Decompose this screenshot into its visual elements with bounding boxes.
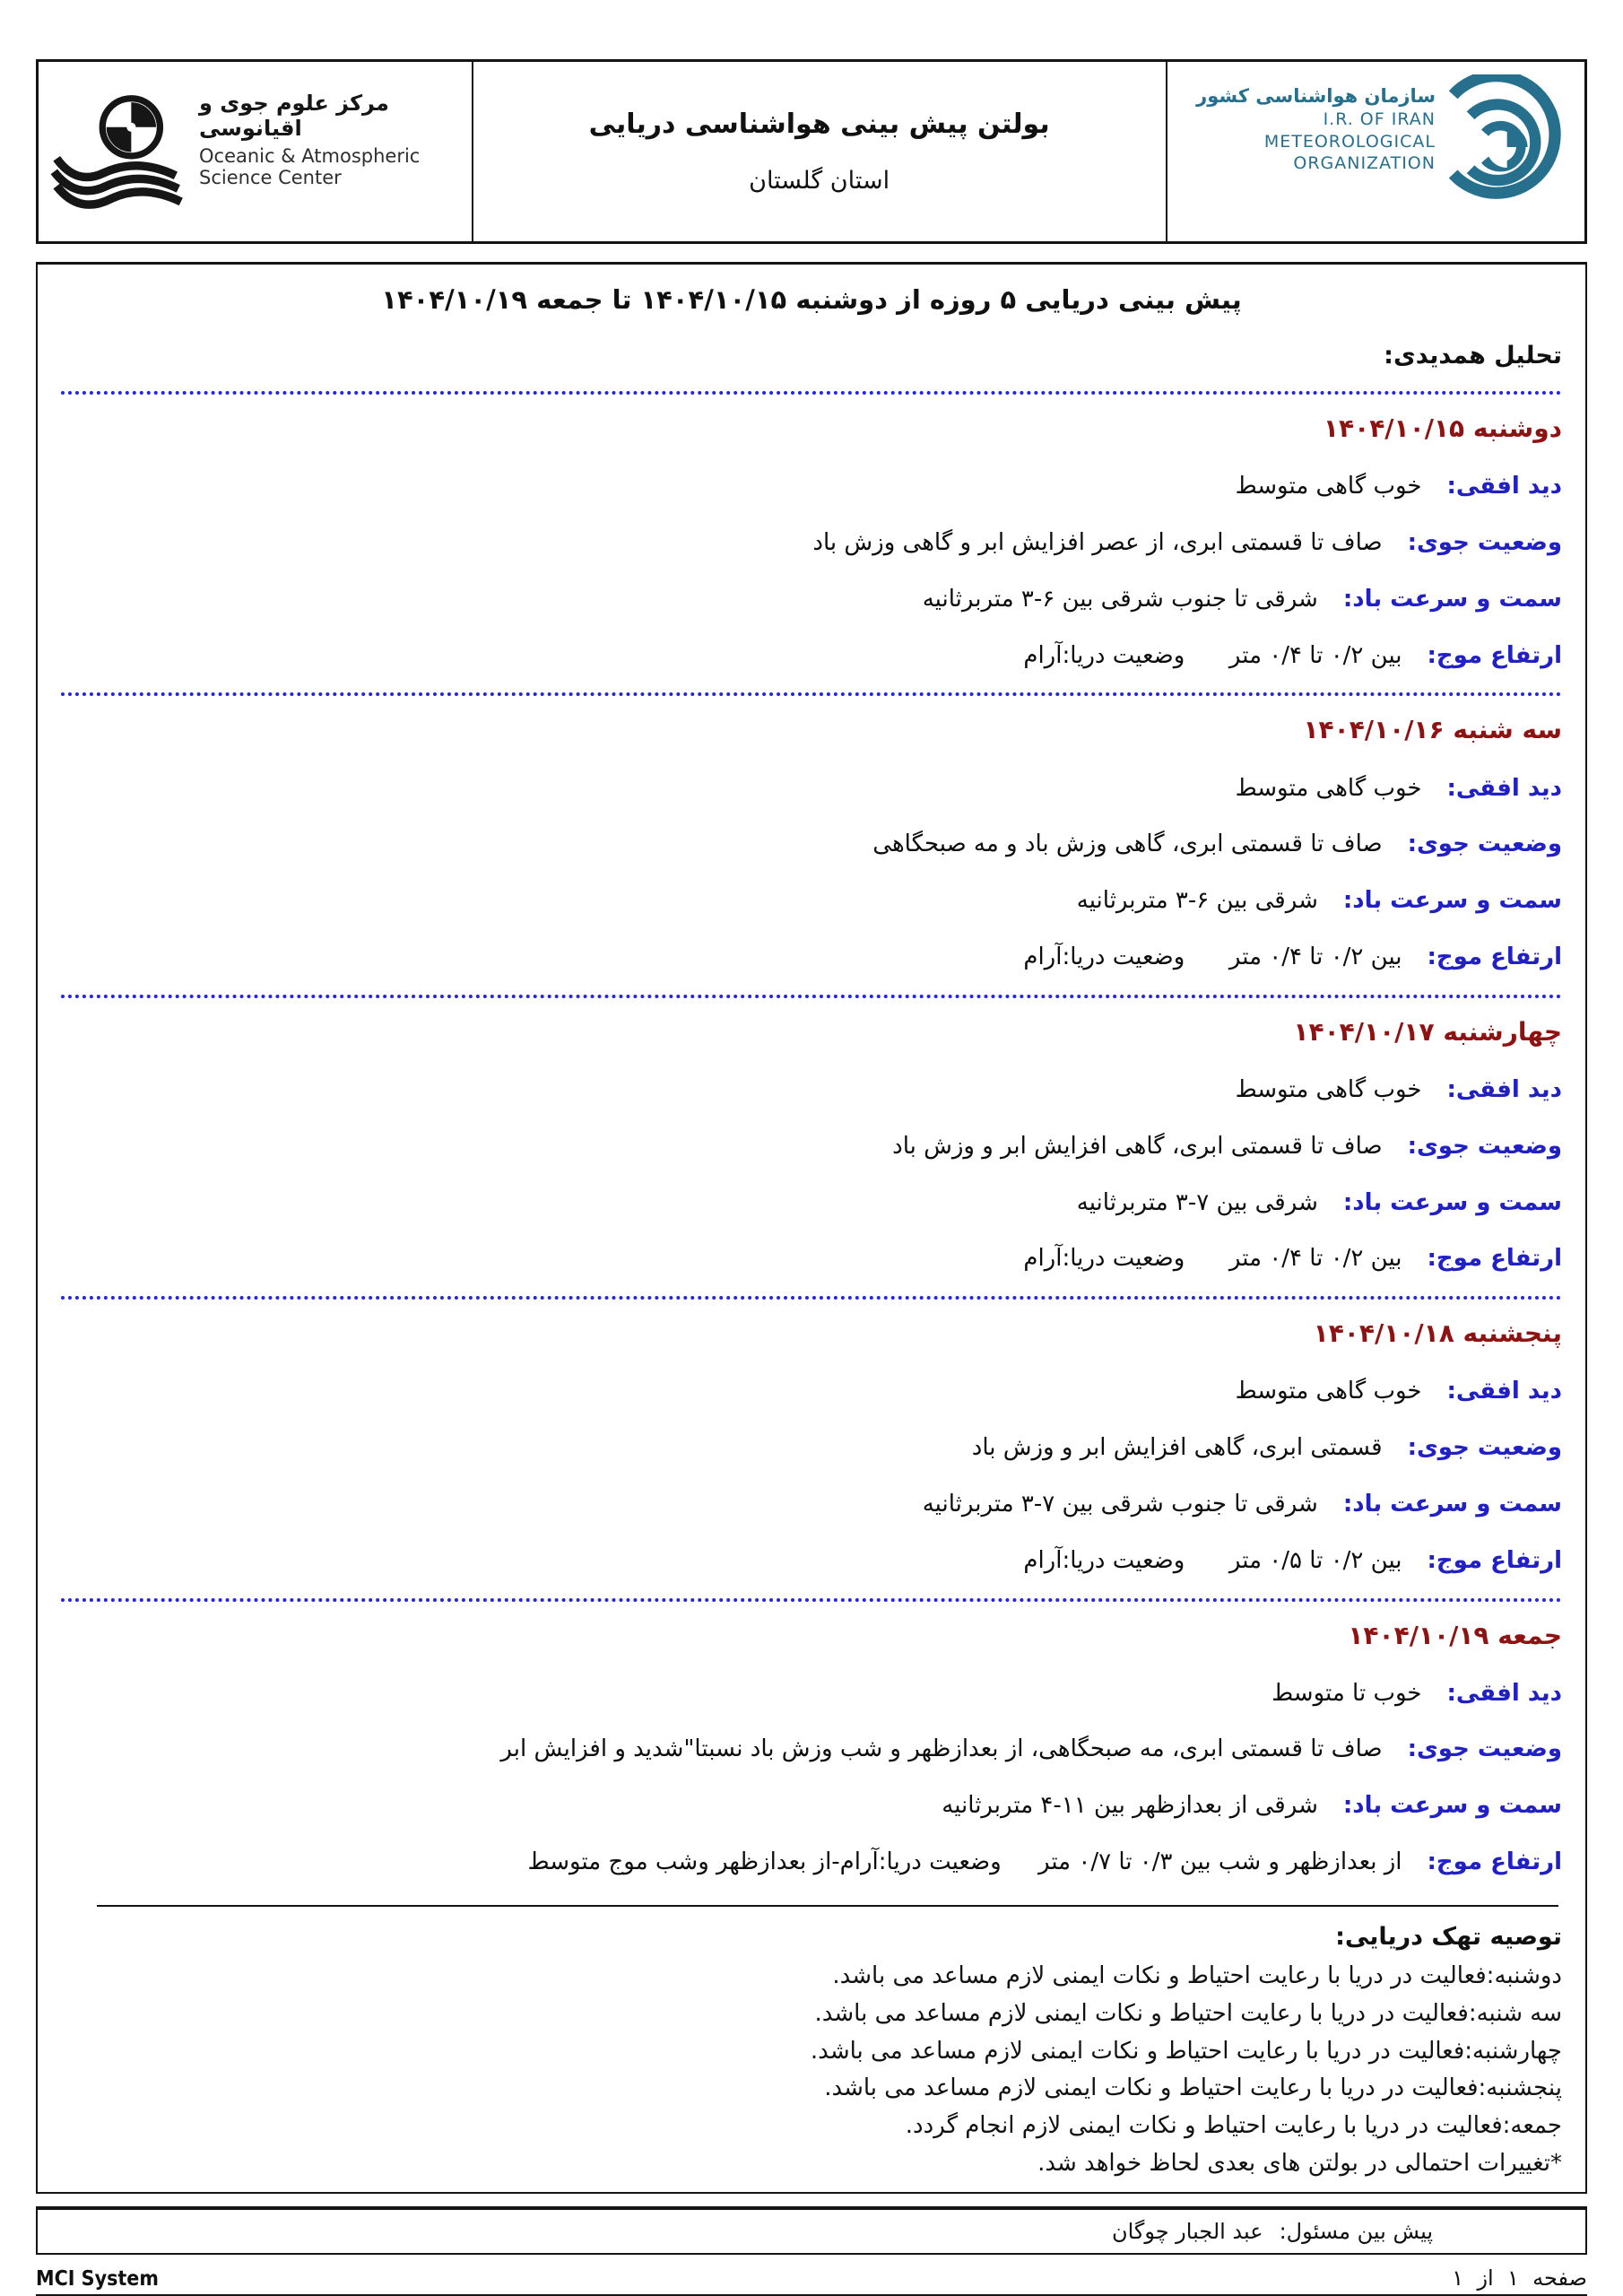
forecast-row-label: ارتفاع موج: [1427, 1848, 1562, 1876]
forecast-row-label: دید افقی: [1446, 1679, 1562, 1707]
forecast-row-label: وضعیت جوی: [1407, 1132, 1562, 1160]
forecast-row-value: شرقی بین ⁦۳-۷⁩ متربرثانیه [1076, 1188, 1318, 1216]
advisory-line: چهارشنبه:فعالیت در دریا با رعایت احتیاط و نکات ایمنی لازم مساعد می باشد. [810, 2037, 1562, 2065]
forecast-row [61, 641, 1562, 672]
forecast-row-value: بین ۰/۲ تا ۰/۴ متر وضعیت دریا:آرام [1023, 943, 1402, 970]
forecast-row-value: شرقی تا جنوب شرقی بین ⁦۳-۷⁩ متربرثانیه [922, 1490, 1318, 1518]
irimo-en-line1: I.R. OF IRAN [1323, 109, 1436, 129]
mci-system-label: MCI System [36, 2266, 159, 2291]
day-heading: پنجشنبه ۱۴۰۴/۱۰/۱۸ [1313, 1318, 1562, 1349]
header-cell-title [472, 62, 1167, 241]
forecast-row-value: خوب گاهی متوسط [1235, 774, 1422, 802]
forecast-row [61, 1433, 1562, 1464]
forecast-row-value: صاف تا قسمتی ابری، مه صبحگاهی، از بعدازظهر و شب وزش باد نسبتا"شدید و افزایش ابر [500, 1735, 1383, 1763]
forecast-row-label: وضعیت جوی: [1407, 1735, 1562, 1763]
forecast-row-label: سمت و سرعت باد: [1342, 1490, 1562, 1518]
forecast-row-label: وضعیت جوی: [1407, 528, 1562, 556]
forecast-row-value: صاف تا قسمتی ابری، از عصر افزایش ابر و گاهی وزش باد [812, 528, 1383, 556]
forecast-row-label: ارتفاع موج: [1427, 1245, 1562, 1273]
forecast-row [61, 1791, 1562, 1822]
advisory-line: جمعه:فعالیت در دریا با رعایت احتیاط و نکات ایمنی لازم انجام گردد. [905, 2112, 1562, 2140]
forecast-row-value: شرقی بین ⁦۳-۶⁩ متربرثانیه [1076, 887, 1318, 915]
forecast-row-value: خوب گاهی متوسط [1235, 1075, 1422, 1103]
forecast-row [61, 943, 1562, 973]
forecast-row-value: بین ۰/۲ تا ۰/۵ متر وضعیت دریا:آرام [1023, 1546, 1402, 1574]
dotted-separator [61, 692, 1562, 696]
header-cell-irimo-logo [1167, 62, 1584, 241]
forecast-row [61, 585, 1562, 615]
osc-logo-text [199, 91, 468, 212]
synoptic-analysis-label: تحلیل همدیدی: [1384, 342, 1562, 370]
forecast-row [61, 1244, 1562, 1274]
irimo-en-line3: ORGANIZATION [1293, 153, 1436, 174]
forecast-row [61, 1679, 1562, 1709]
dotted-separator [61, 1598, 1562, 1602]
forecast-row-value: قسمتی ابری، گاهی افزایش ابر و وزش باد [971, 1434, 1383, 1462]
page-number: صفحه ۱ از ۱ [1452, 2265, 1587, 2291]
irimo-fa-name: سازمان هواشناسی کشور [1196, 85, 1436, 107]
forecast-row-label: وضعیت جوی: [1407, 1434, 1562, 1462]
forecast-row [61, 830, 1562, 860]
forecast-row-value: بین ۰/۲ تا ۰/۴ متر وضعیت دریا:آرام [1023, 641, 1402, 669]
day-heading: سه شنبه ۱۴۰۴/۱۰/۱۶ [1303, 715, 1562, 745]
marine-advisory-heading: توصیه تهک دریایی: [1335, 1922, 1562, 1951]
osc-fa-name: مرکز علوم جوی و اقیانوسی [199, 91, 389, 142]
page-footer [36, 2266, 1587, 2291]
day-heading: چهارشنبه ۱۴۰۴/۱۰/۱۷ [1293, 1016, 1562, 1047]
forecast-row [61, 1377, 1562, 1407]
forecast-row-label: سمت و سرعت باد: [1342, 1188, 1562, 1216]
forecast-row-value: خوب گاهی متوسط [1235, 473, 1422, 500]
forecast-row-label: وضعیت جوی: [1407, 831, 1562, 858]
forecast-row-value: شرقی از بعدازظهر بین ⁦۴-۱۱⁩ متربرثانیه [942, 1792, 1318, 1820]
forecast-row-value: شرقی تا جنوب شرقی بین ⁦۳-۶⁩ متربرثانیه [922, 585, 1318, 613]
forecast-row-label: سمت و سرعت باد: [1342, 1792, 1562, 1820]
forecast-title: پیش بینی دریایی ۵ روزه از دوشنبه ۱۴۰۴/۱۰/۱۵ تا جمعه ۱۴۰۴/۱۰/۱۹ [381, 284, 1242, 315]
dotted-separator [61, 1296, 1562, 1300]
dotted-separator [61, 995, 1562, 998]
osc-en-name-line1: Oceanic & Atmospheric [199, 145, 421, 168]
forecast-row-value: بین ۰/۲ تا ۰/۴ متر وضعیت دریا:آرام [1023, 1245, 1402, 1273]
forecast-row-label: سمت و سرعت باد: [1342, 585, 1562, 613]
forecast-row [61, 1490, 1562, 1520]
day-heading: جمعه ۱۴۰۴/۱۰/۱۹ [1348, 1620, 1562, 1650]
forecast-box [36, 262, 1587, 2194]
oceanic-atmospheric-logo-icon [48, 78, 204, 226]
forecast-row-value: از بعدازظهر و شب بین ۰/۳ تا ۰/۷ متر وضعیت دریا:آرام-از بعدازظهر وشب موج متوسط [527, 1848, 1402, 1876]
forecast-row [61, 1546, 1562, 1577]
forecast-row-label: ارتفاع موج: [1427, 1546, 1562, 1574]
dotted-separator [61, 391, 1562, 395]
forecast-row-value: صاف تا قسمتی ابری، گاهی وزش باد و مه صبحگاهی [872, 831, 1383, 858]
forecaster-name: عبد الجبار چوگان [1111, 2218, 1263, 2244]
forecast-row-label: دید افقی: [1446, 1378, 1562, 1405]
marine-advisory-lines [61, 1961, 1562, 2179]
forecast-row-value: خوب تا متوسط [1271, 1679, 1422, 1707]
irimo-logo-text [1196, 74, 1436, 175]
forecast-row [61, 1075, 1562, 1106]
forecast-row-label: دید افقی: [1446, 1075, 1562, 1103]
forecast-row [61, 886, 1562, 917]
advisory-line: پنجشنبه:فعالیت در دریا با رعایت احتیاط و نکات ایمنی لازم مساعد می باشد. [824, 2074, 1562, 2102]
header-cell-osc-logo [39, 62, 472, 241]
forecast-row-label: دید افقی: [1446, 473, 1562, 500]
forecast-row [61, 1188, 1562, 1219]
forecaster-signature-box [36, 2206, 1587, 2255]
day-heading: دوشنبه ۱۴۰۴/۱۰/۱۵ [1323, 413, 1562, 443]
forecast-day-block [61, 1014, 1562, 1274]
forecast-day-block [61, 1618, 1562, 1878]
bulletin-main-title: بولتن پیش بینی هواشناسی دریایی [588, 109, 1050, 140]
irimo-logo-block [1196, 74, 1572, 227]
forecast-row-label: دید افقی: [1446, 774, 1562, 802]
forecaster-label: پیش بین مسئول: [1279, 2218, 1433, 2244]
forecast-row [61, 1848, 1562, 1878]
forecast-row-value: خوب گاهی متوسط [1235, 1378, 1422, 1405]
advisory-divider-line [97, 1905, 1558, 1907]
forecast-row-label: سمت و سرعت باد: [1342, 887, 1562, 915]
forecast-day-block [61, 411, 1562, 671]
forecast-row [61, 1735, 1562, 1765]
bulletin-province: استان گلستان [749, 167, 890, 195]
osc-en-name-line2: Science Center [199, 167, 342, 188]
forecast-row-value: صاف تا قسمتی ابری، گاهی افزایش ابر و وزش باد [892, 1132, 1383, 1160]
header-table [36, 59, 1587, 244]
forecast-days [61, 411, 1562, 1878]
advisory-line: دوشنبه:فعالیت در دریا با رعایت احتیاط و نکات ایمنی لازم مساعد می باشد. [832, 1962, 1562, 1990]
irimo-en-line2: METEOROLOGICAL [1263, 131, 1436, 152]
forecast-row [61, 1132, 1562, 1162]
irimo-spiral-icon [1437, 74, 1572, 227]
advisory-line: *تغییرات احتمالی در بولتن های بعدی لحاظ خواهد شد. [1037, 2150, 1562, 2177]
forecast-row [61, 472, 1562, 502]
forecast-day-block [61, 1316, 1562, 1576]
forecast-row [61, 528, 1562, 559]
forecast-day-block [61, 712, 1562, 972]
forecast-row [61, 774, 1562, 804]
forecast-row-label: ارتفاع موج: [1427, 641, 1562, 669]
forecast-row-label: ارتفاع موج: [1427, 943, 1562, 970]
advisory-line: سه شنبه:فعالیت در دریا با رعایت احتیاط و نکات ایمنی لازم مساعد می باشد. [814, 1999, 1562, 2027]
